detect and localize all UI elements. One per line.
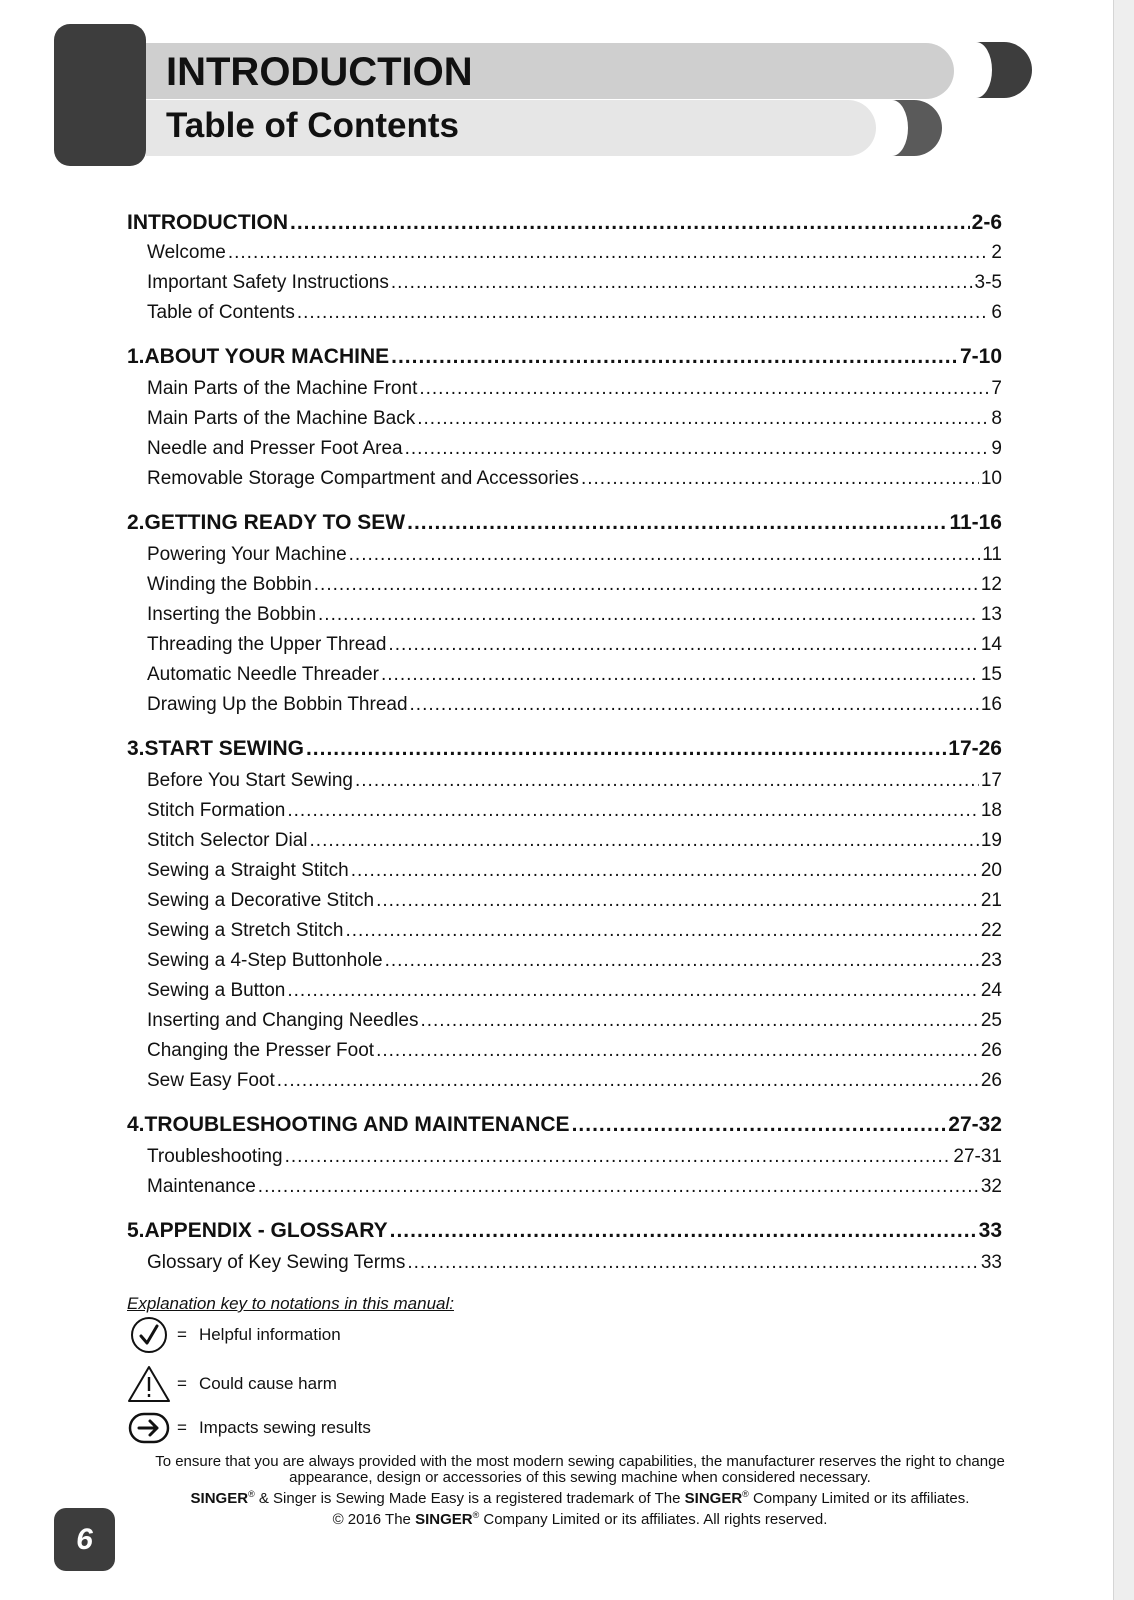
- toc-entry-label: Welcome: [147, 242, 226, 263]
- toc-leader: [314, 570, 979, 600]
- toc-entry-label: Stitch Selector Dial: [147, 830, 308, 851]
- toc-entry: [127, 1006, 1002, 1036]
- key-label: Helpful information: [198, 1325, 341, 1344]
- toc-section-heading: [127, 1108, 1002, 1142]
- toc-leader: [388, 630, 978, 660]
- toc-leader: [355, 766, 979, 796]
- toc-section-heading: [127, 1214, 1002, 1248]
- toc-entry-label: Inserting the Bobbin: [147, 604, 317, 625]
- table-of-contents: [127, 208, 1002, 1278]
- toc-entry: [127, 1142, 1002, 1172]
- toc-entry: [127, 540, 1002, 570]
- toc-entry-label: Sewing a Stretch Stitch: [147, 920, 344, 941]
- toc-entry: [127, 464, 1002, 494]
- toc-leader: [417, 404, 989, 434]
- toc-entry-label: Glossary of Key Sewing Terms: [147, 1252, 406, 1273]
- toc-leader: [410, 690, 979, 720]
- toc-entry-page: 18: [980, 800, 1002, 821]
- toc-section-pages: 11-16: [949, 511, 1002, 534]
- toc-entry-label: Automatic Needle Threader: [147, 664, 379, 685]
- toc-entry: [127, 946, 1002, 976]
- key-entry-helpful: [127, 1315, 341, 1355]
- toc-entry-page: 8: [991, 408, 1002, 429]
- toc-section-heading: [127, 732, 1002, 766]
- toc-entry: [127, 660, 1002, 690]
- tab-decoration-icon: [976, 42, 1032, 98]
- toc-entry: [127, 374, 1002, 404]
- toc-section-heading: [127, 208, 1002, 238]
- toc-entry: [127, 1036, 1002, 1066]
- toc-section-title: 5.APPENDIX - GLOSSARY: [127, 1219, 388, 1242]
- warning-triangle-icon: [127, 1364, 171, 1404]
- toc-leader: [376, 1036, 979, 1066]
- toc-entry-page: 11: [982, 544, 1002, 565]
- toc-leader: [306, 732, 946, 766]
- toc-entry-page: 26: [980, 1070, 1002, 1091]
- toc-entry-page: 21: [980, 890, 1002, 911]
- toc-section-title: INTRODUCTION: [127, 211, 288, 234]
- toc-entry-page: 10: [980, 468, 1002, 489]
- toc-entry-page: 15: [980, 664, 1002, 685]
- toc-leader: [228, 238, 990, 268]
- toc-leader: [310, 826, 979, 856]
- arrow-circle-icon: [127, 1408, 171, 1448]
- toc-entry: [127, 856, 1002, 886]
- toc-entry-label: Sewing a Straight Stitch: [147, 860, 349, 881]
- toc-leader: [285, 1142, 952, 1172]
- toc-leader: [420, 1006, 978, 1036]
- page-edge: [1113, 0, 1134, 1600]
- toc-leader: [290, 208, 970, 238]
- key-label: Could cause harm: [198, 1374, 337, 1393]
- toc-entry-label: Stitch Formation: [147, 800, 286, 821]
- footer-notice: [130, 1454, 1030, 1528]
- toc-entry-label: Removable Storage Compartment and Accessories: [147, 468, 579, 489]
- toc-leader: [345, 916, 978, 946]
- toc-entry-page: 16: [980, 694, 1002, 715]
- toc-section-pages: 33: [978, 1219, 1002, 1242]
- check-circle-icon: [127, 1315, 171, 1355]
- toc-entry: [127, 826, 1002, 856]
- toc-entry: [127, 1066, 1002, 1096]
- toc-entry: [127, 600, 1002, 630]
- toc-entry-label: Drawing Up the Bobbin Thread: [147, 694, 408, 715]
- footer-trademark: SINGER® & Singer is Sewing Made Easy is a registered trademark of The SINGER® Company Limited or its affiliates.: [190, 1489, 970, 1507]
- toc-leader: [405, 434, 990, 464]
- toc-entry-page: 13: [980, 604, 1002, 625]
- footer-disclaimer: To ensure that you are always provided with the most modern sewing capabilities, the manufacturer reserves the right to change appearance, design or accessories of this sewing machine when considered necessary.: [155, 1453, 1005, 1486]
- key-equals: =: [177, 1325, 187, 1344]
- toc-entry: [127, 268, 1002, 298]
- toc-entry-page: 3-5: [974, 272, 1002, 293]
- toc-section-pages: 17-26: [948, 737, 1002, 760]
- toc-entry: [127, 1172, 1002, 1202]
- toc-entry-page: 20: [980, 860, 1002, 881]
- toc-entry-page: 19: [980, 830, 1002, 851]
- toc-entry-page: 17: [980, 770, 1002, 791]
- toc-entry-page: 22: [980, 920, 1002, 941]
- toc-section-heading: [127, 340, 1002, 374]
- toc-entry: [127, 976, 1002, 1006]
- toc-entry-page: 6: [991, 302, 1002, 323]
- toc-section-title: 3.START SEWING: [127, 737, 304, 760]
- toc-section-title: 2.GETTING READY TO SEW: [127, 511, 406, 534]
- toc-entry-label: Troubleshooting: [147, 1146, 283, 1167]
- toc-entry-label: Main Parts of the Machine Front: [147, 378, 418, 399]
- toc-section-heading: [127, 506, 1002, 540]
- key-equals: =: [177, 1374, 187, 1393]
- toc-entry-label: Sewing a Button: [147, 980, 286, 1001]
- tab-decoration-icon: [892, 100, 942, 156]
- toc-entry-label: Inserting and Changing Needles: [147, 1010, 419, 1031]
- toc-entry-label: Important Safety Instructions: [147, 272, 389, 293]
- toc-leader: [391, 268, 973, 298]
- toc-entry-page: 12: [980, 574, 1002, 595]
- toc-entry: [127, 690, 1002, 720]
- toc-entry-page: 32: [980, 1176, 1002, 1197]
- toc-entry-page: 23: [980, 950, 1002, 971]
- toc-leader: [351, 856, 979, 886]
- toc-leader: [297, 298, 990, 328]
- toc-entry-label: Sew Easy Foot: [147, 1070, 275, 1091]
- toc-entry: [127, 298, 1002, 328]
- toc-leader: [572, 1108, 947, 1142]
- key-label: Impacts sewing results: [198, 1418, 371, 1437]
- toc-leader: [419, 374, 989, 404]
- toc-entry-label: Needle and Presser Foot Area: [147, 438, 403, 459]
- toc-leader: [381, 660, 979, 690]
- toc-leader: [390, 1214, 977, 1248]
- toc-entry-label: Winding the Bobbin: [147, 574, 312, 595]
- toc-section-title: 4.TROUBLESHOOTING AND MAINTENANCE: [127, 1113, 570, 1136]
- toc-entry-label: Changing the Presser Foot: [147, 1040, 375, 1061]
- toc-entry-page: 9: [991, 438, 1002, 459]
- toc-leader: [391, 340, 958, 374]
- toc-entry-page: 7: [991, 378, 1002, 399]
- toc-leader: [407, 506, 947, 540]
- toc-entry-page: 27-31: [953, 1146, 1002, 1167]
- toc-entry-page: 26: [980, 1040, 1002, 1061]
- page-number: 6: [54, 1508, 115, 1571]
- toc-entry-label: Threading the Upper Thread: [147, 634, 387, 655]
- toc-entry: [127, 1248, 1002, 1278]
- toc-entry-label: Maintenance: [147, 1176, 256, 1197]
- toc-entry-page: 14: [980, 634, 1002, 655]
- toc-leader: [277, 1066, 979, 1096]
- toc-entry-page: 2: [991, 242, 1002, 263]
- toc-entry-label: Powering Your Machine: [147, 544, 347, 565]
- toc-section-pages: 2-6: [971, 211, 1002, 234]
- header-dark-block: [54, 24, 146, 166]
- toc-entry-label: Main Parts of the Machine Back: [147, 408, 416, 429]
- toc-leader: [318, 600, 979, 630]
- toc-leader: [349, 540, 981, 570]
- toc-entry: [127, 916, 1002, 946]
- page-title: Table of Contents: [166, 106, 459, 145]
- toc-entry: [127, 796, 1002, 826]
- notation-key-title: Explanation key to notations in this manual:: [127, 1294, 454, 1313]
- toc-entry: [127, 886, 1002, 916]
- toc-leader: [407, 1248, 979, 1278]
- toc-leader: [385, 946, 979, 976]
- toc-section-title: 1.ABOUT YOUR MACHINE: [127, 345, 390, 368]
- toc-entry-label: Before You Start Sewing: [147, 770, 353, 791]
- toc-section-pages: 27-32: [948, 1113, 1002, 1136]
- key-entry-impacts: [127, 1408, 371, 1448]
- toc-entry-label: Table of Contents: [147, 302, 295, 323]
- toc-leader: [258, 1172, 979, 1202]
- toc-entry-label: Sewing a Decorative Stitch: [147, 890, 375, 911]
- toc-section-pages: 7-10: [959, 345, 1002, 368]
- toc-leader: [287, 796, 979, 826]
- toc-entry-page: 25: [980, 1010, 1002, 1031]
- toc-entry: [127, 766, 1002, 796]
- toc-entry-page: 24: [980, 980, 1002, 1001]
- toc-entry: [127, 570, 1002, 600]
- toc-entry-label: Sewing a 4-Step Buttonhole: [147, 950, 383, 971]
- toc-leader: [376, 886, 979, 916]
- toc-leader: [287, 976, 978, 1006]
- toc-entry: [127, 630, 1002, 660]
- toc-entry: [127, 238, 1002, 268]
- page-section-title: INTRODUCTION: [166, 50, 473, 94]
- footer-copyright: © 2016 The SINGER® Company Limited or its affiliates. All rights reserved.: [332, 1510, 828, 1528]
- key-equals: =: [177, 1418, 187, 1437]
- toc-entry-page: 33: [980, 1252, 1002, 1273]
- toc-leader: [581, 464, 979, 494]
- toc-entry: [127, 404, 1002, 434]
- toc-entry: [127, 434, 1002, 464]
- key-entry-harm: [127, 1364, 337, 1404]
